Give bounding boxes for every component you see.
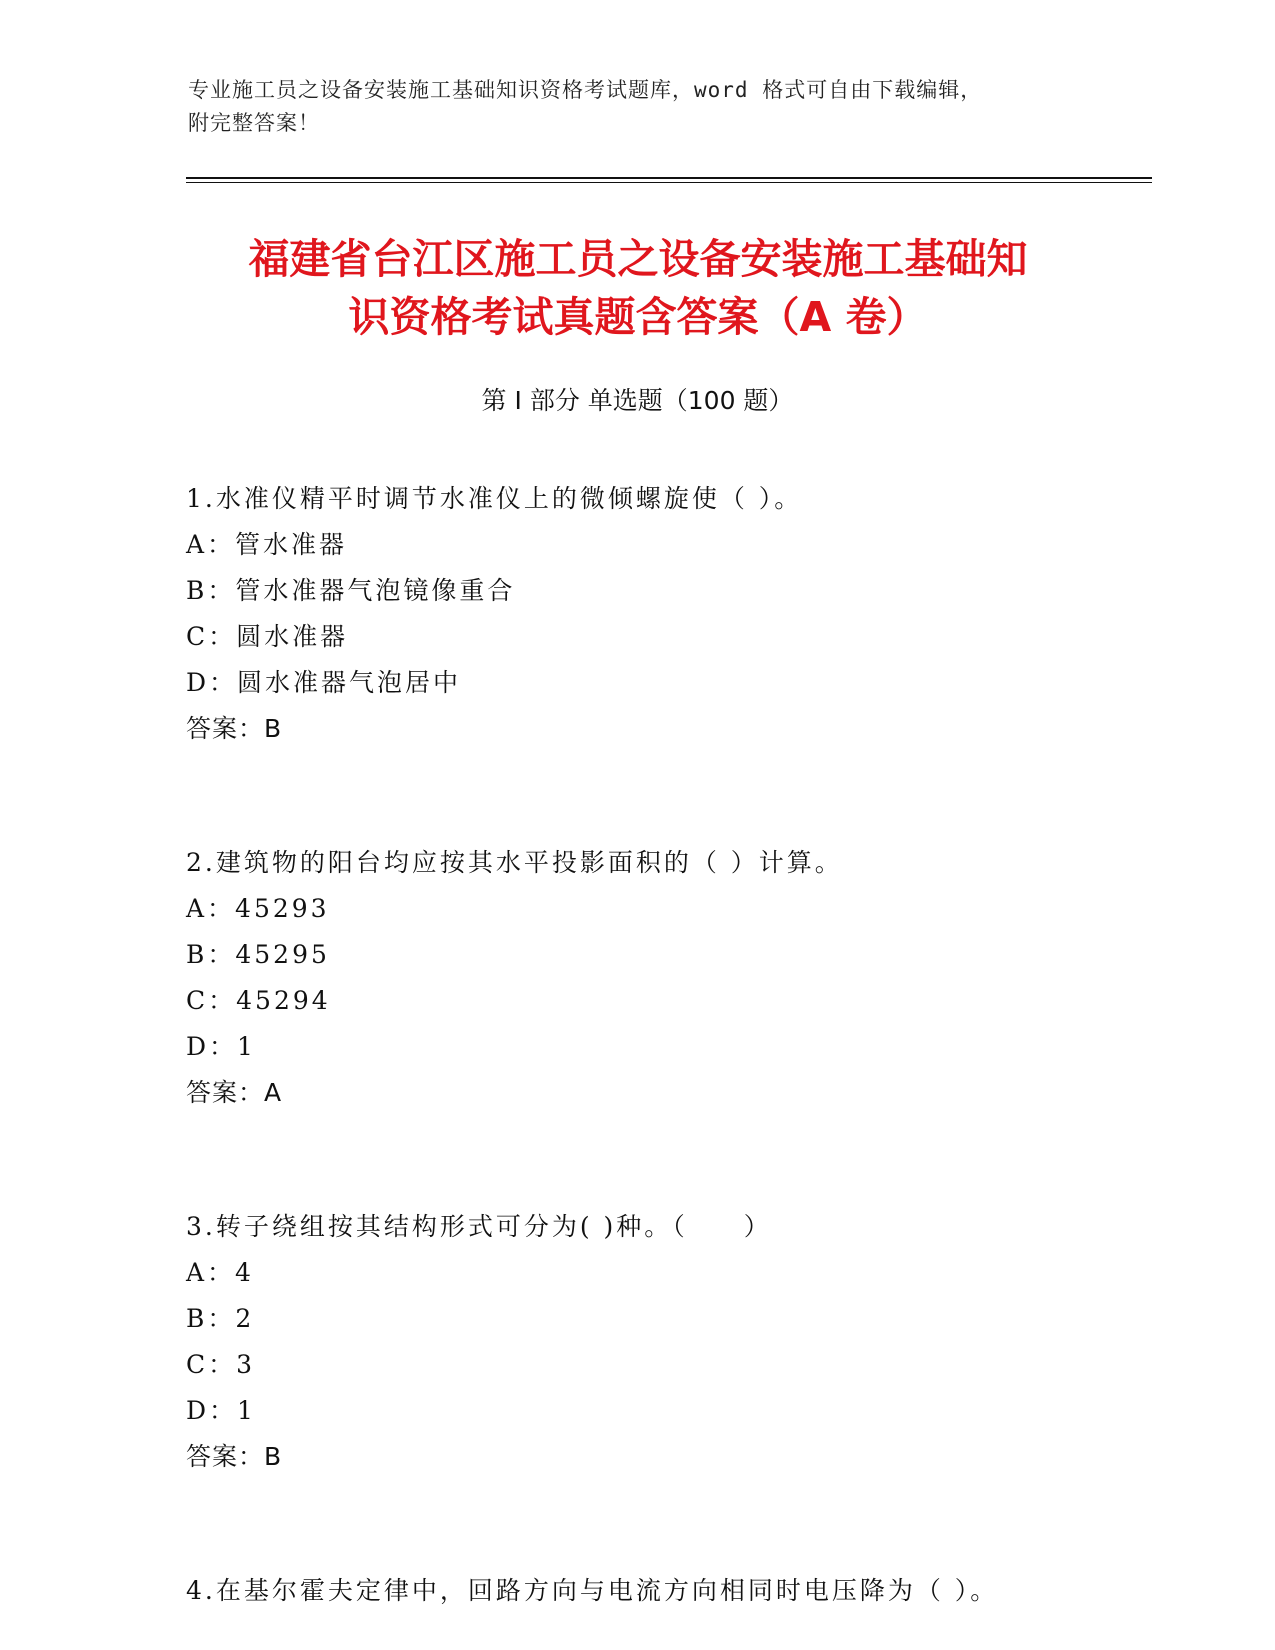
option-a: A：管水准器 xyxy=(186,530,348,559)
section-title: 第 I 部分 单选题（100 题） xyxy=(481,386,794,415)
option-c: C：圆水准器 xyxy=(186,622,349,651)
answer: 答案：A xyxy=(186,1078,283,1107)
header-note-line-2: 附完整答案！ xyxy=(188,111,320,135)
option-a: A：45293 xyxy=(186,894,330,923)
question-text: 3.转子绕组按其结构形式可分为( )种。（ ） xyxy=(186,1212,772,1241)
option-d: D：圆水准器气泡居中 xyxy=(186,668,462,697)
question-spacer xyxy=(186,1116,1136,1204)
document-title-line-1: 福建省台江区施工员之设备安装施工基础知 xyxy=(248,235,1028,283)
question-spacer xyxy=(186,1480,1136,1568)
header-note xyxy=(188,74,1068,140)
header-divider-thin xyxy=(186,182,1152,183)
header-note-line-1: 专业施工员之设备安装施工基础知识资格考试题库，word 格式可自由下载编辑， xyxy=(188,78,983,102)
option-c: C：45294 xyxy=(186,986,331,1015)
header-divider-thick xyxy=(186,177,1152,179)
question-list xyxy=(186,476,1136,1614)
question-text: 1.水准仪精平时调节水准仪上的微倾螺旋使（ ）。 xyxy=(186,484,803,513)
question-1 xyxy=(186,476,1136,840)
option-d: D：1 xyxy=(186,1396,256,1425)
document-title-line-2: 识资格考试真题含答案（A 卷） xyxy=(348,293,928,341)
option-b: B：2 xyxy=(186,1304,255,1333)
option-a: A：4 xyxy=(186,1258,254,1287)
question-4 xyxy=(186,1568,1136,1614)
option-d: D：1 xyxy=(186,1032,256,1061)
option-c: C：3 xyxy=(186,1350,256,1379)
question-text: 4.在基尔霍夫定律中，回路方向与电流方向相同时电压降为（ ）。 xyxy=(186,1576,999,1605)
option-b: B：45295 xyxy=(186,940,330,969)
answer: 答案：B xyxy=(186,714,283,743)
question-3 xyxy=(186,1204,1136,1568)
question-text: 2.建筑物的阳台均应按其水平投影面积的（ ）计算。 xyxy=(186,848,843,877)
document-title xyxy=(180,230,1096,346)
question-2 xyxy=(186,840,1136,1204)
option-b: B：管水准器气泡镜像重合 xyxy=(186,576,516,605)
answer: 答案：B xyxy=(186,1442,283,1471)
question-spacer xyxy=(186,752,1136,840)
